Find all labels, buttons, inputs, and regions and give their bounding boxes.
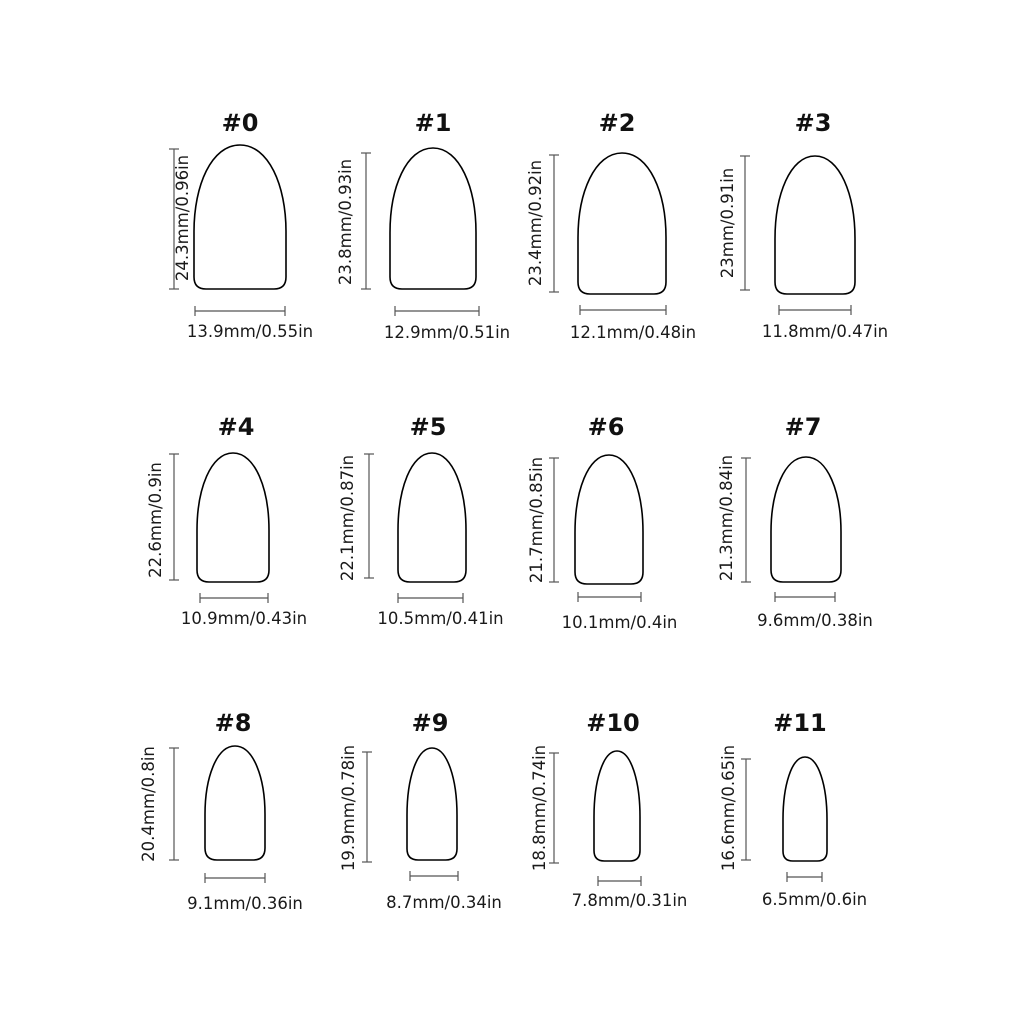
size-number-title: #5 [409, 413, 447, 441]
length-label: 21.7mm/0.85in [526, 456, 546, 584]
nail-size-4 [169, 453, 269, 603]
length-label: 21.3mm/0.84in [716, 454, 736, 582]
nail-shape [771, 457, 841, 582]
nail-shape [783, 757, 827, 861]
size-number-title: #0 [221, 109, 259, 137]
nail-shape [578, 153, 666, 294]
width-label: 12.1mm/0.48in [569, 323, 697, 342]
width-label: 10.9mm/0.43in [180, 609, 308, 628]
width-label: 11.8mm/0.47in [761, 322, 889, 341]
length-label: 23mm/0.91in [717, 167, 737, 279]
length-label: 19.9mm/0.78in [338, 744, 358, 872]
nail-shape [398, 453, 466, 582]
nail-size-8 [169, 746, 265, 883]
nail-shape [197, 453, 269, 582]
length-label: 23.8mm/0.93in [335, 158, 355, 286]
nail-size-2 [549, 153, 666, 315]
nail-size-7 [741, 457, 841, 602]
nail-shape [775, 156, 855, 294]
nail-shape [407, 748, 457, 860]
nail-size-6 [549, 455, 643, 602]
width-label: 6.5mm/0.6in [761, 890, 868, 909]
nail-shape [575, 455, 643, 584]
width-label: 10.5mm/0.41in [377, 609, 504, 628]
nail-size-9 [362, 748, 458, 881]
width-label: 8.7mm/0.34in [386, 893, 502, 912]
size-number-title: #4 [217, 413, 255, 441]
nail-shape [205, 746, 265, 860]
size-number-title: #8 [214, 709, 252, 737]
nail-size-10 [549, 751, 641, 886]
size-number-title: #9 [411, 709, 449, 737]
nail-size-5 [364, 453, 466, 603]
nail-shape [194, 145, 286, 289]
length-label: 22.1mm/0.87in [337, 454, 357, 582]
size-number-title: #3 [794, 109, 832, 137]
nail-size-11 [741, 757, 827, 882]
width-label: 10.1mm/0.4in [561, 613, 678, 632]
width-label: 12.9mm/0.51in [383, 323, 511, 342]
length-label: 23.4mm/0.92in [525, 159, 545, 287]
length-label: 18.8mm/0.74in [529, 744, 549, 872]
length-label: 22.6mm/0.9in [145, 462, 165, 578]
nail-shape [594, 751, 640, 861]
width-label: 9.1mm/0.36in [187, 894, 303, 913]
nail-size-3 [740, 156, 855, 315]
size-number-title: #1 [414, 109, 452, 137]
width-label: 9.6mm/0.38in [757, 611, 873, 630]
size-number-title: #7 [784, 413, 822, 441]
size-number-title: #10 [586, 709, 640, 737]
length-label: 16.6mm/0.65in [718, 744, 738, 872]
nail-shape [390, 148, 476, 289]
width-label: 13.9mm/0.55in [186, 322, 314, 341]
size-number-title: #11 [773, 709, 827, 737]
size-number-title: #2 [598, 109, 636, 137]
length-label: 20.4mm/0.8in [138, 746, 158, 862]
width-label: 7.8mm/0.31in [571, 891, 688, 910]
length-label: 24.3mm/0.96in [172, 154, 192, 282]
nail-size-1 [361, 148, 479, 316]
size-number-title: #6 [587, 413, 625, 441]
